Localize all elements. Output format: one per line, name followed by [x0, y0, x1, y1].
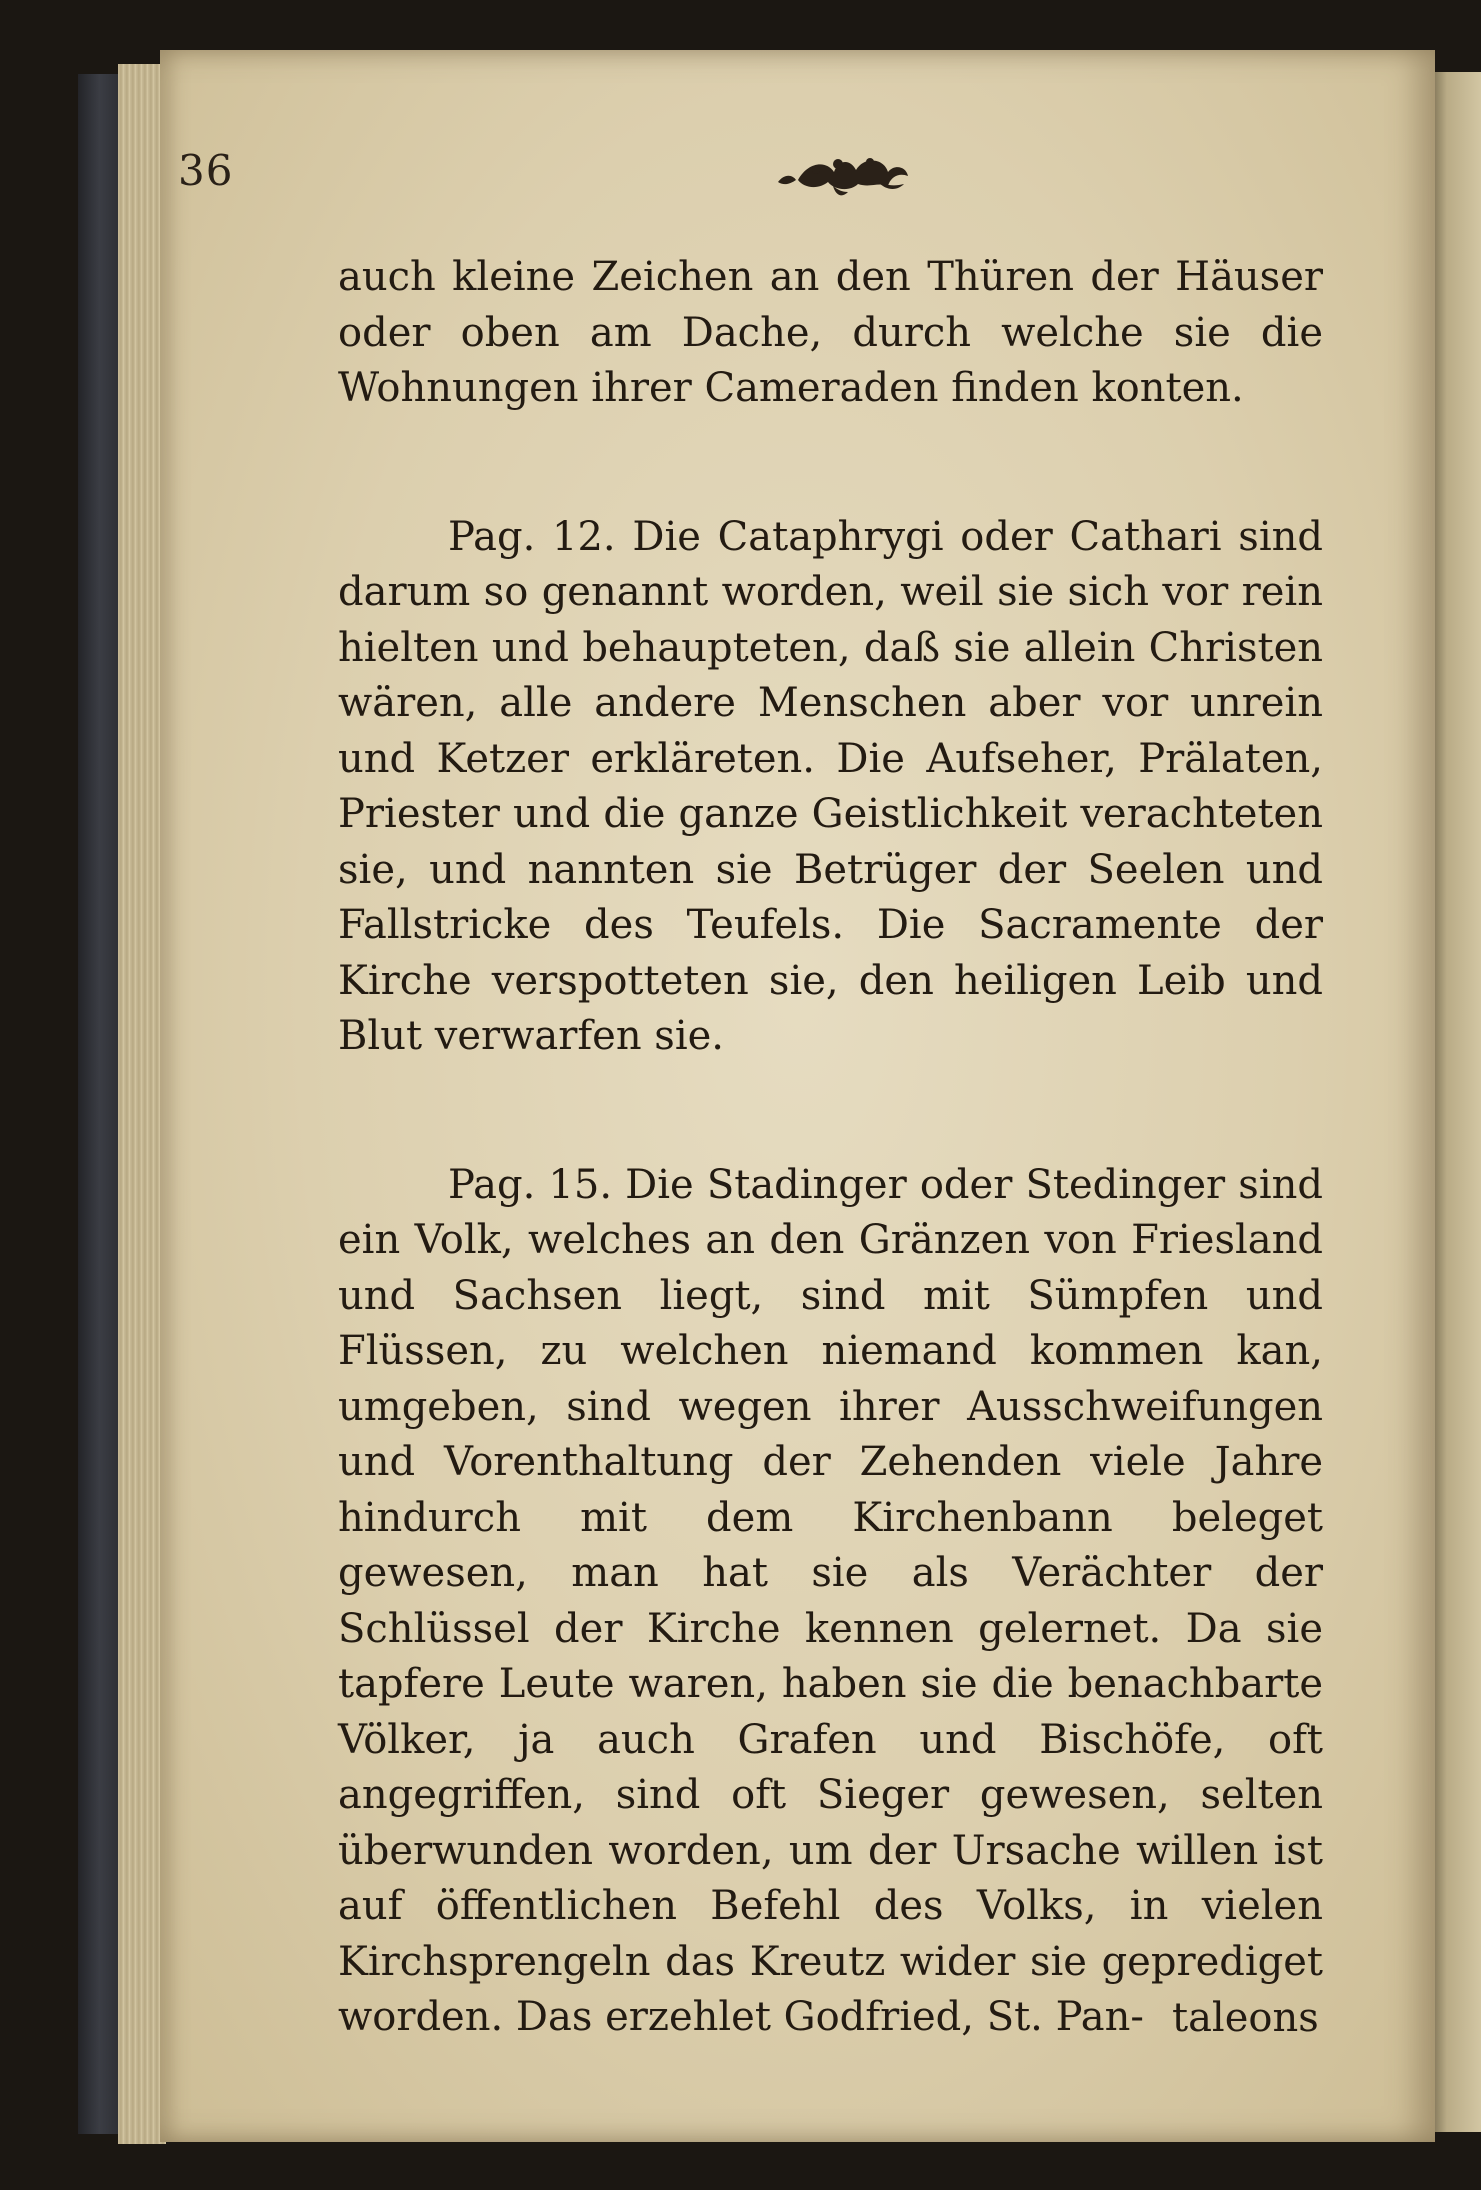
catchword: taleons [1172, 1995, 1319, 2041]
page-edges [118, 64, 166, 2144]
paragraph-2: Pag. 12. Die Cataphrygi oder Cathari sind darum so genannt worden, weil sie sich vor rein hielten und behaupteten, daß sie allein Christen wären, alle andere Menschen aber vor unrein und Ketzer erkläreten. Die Aufseher, Prälaten, Priester und die ganze Geistlichkeit verachteten sie, und nannten sie Betrüger der Seelen und Fallstricke des Teufels. Die Sacramente der Kirche verspotteten sie, den heiligen Leib und Blut verwarfen sie. [338, 513, 1323, 1059]
paragraph-3: Pag. 15. Die Stadinger oder Stedinger sind ein Volk, welches an den Gränzen von Friesland und Sachsen liegt, sind mit Sümpfen und Flüssen, zu welchen niemand kommen kan, umgeben, sind wegen ihrer Ausschweifungen und Vorenthaltung der Zehenden viele Jahre hindurch mit dem Kirchenbann beleget gewesen, man hat sie als Verächter der Schlüssel der Kirche kennen gelernet. Da sie tapfere Leute waren, haben sie die benachbarte Völker, ja auch Grafen und Bischöfe, oft angegriffen, sind oft Sieger gewesen, selten überwunden worden, um der Ursache willen ist auf öffentlichen Befehl des Volks, in vielen Kirchsprengeln das Kreutz wider sie geprediget worden. Das erzehlet Godfried, St. Pan- [338, 1161, 1323, 2040]
page-body [338, 250, 1323, 2046]
page-header [178, 100, 1198, 200]
floral-ornament-icon [738, 142, 938, 202]
paragraph-1: auch kleine Zeichen an den Thüren der Häuser oder oben am Dache, durch welche sie die Wohnungen ihrer Cameraden finden konten. [338, 254, 1323, 411]
facing-page-edge [1432, 72, 1481, 2132]
page-number: 36 [178, 146, 234, 195]
